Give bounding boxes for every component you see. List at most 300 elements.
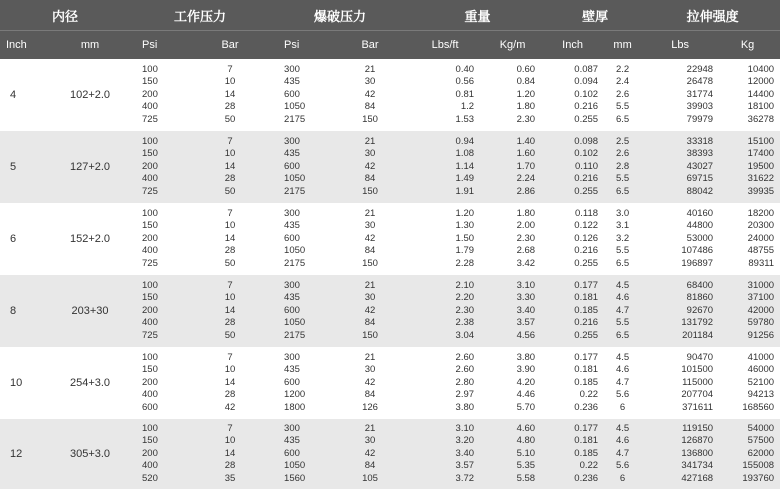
table-row	[0, 347, 780, 419]
working-pressure-psi-value: 150	[142, 435, 158, 447]
working-pressure-psi-value: 200	[142, 376, 158, 388]
weight-lbs-ft-value: 3.20	[455, 435, 475, 447]
working-pressure-psi-value: 150	[142, 220, 158, 232]
tensile-strength-lbs-value: 92670	[686, 304, 714, 316]
burst-pressure-bar-value: 42	[364, 376, 376, 388]
wall-thickness-mm-cell	[600, 203, 645, 275]
tensile-strength-lbs-value: 196897	[681, 257, 714, 269]
weight-kg-m-value: 5.10	[516, 447, 536, 459]
burst-pressure-psi-value: 1200	[284, 389, 306, 401]
weight-lbs-ft-value: 0.56	[455, 76, 475, 88]
wall-thickness-mm-value: 2.6	[615, 88, 630, 100]
wall-thickness-mm-value: 4.5	[615, 279, 630, 291]
weight-lbs-ft-cell	[410, 347, 480, 419]
tensile-strength-lbs-value: 40160	[686, 207, 714, 219]
working-pressure-psi-value: 100	[142, 351, 158, 363]
working-pressure-bar-value: 10	[224, 435, 236, 447]
wall-thickness-inch-value: 0.181	[574, 364, 599, 376]
wall-thickness-inch-value: 0.102	[574, 148, 599, 160]
tensile-strength-kg-value: 94213	[747, 389, 775, 401]
weight-kg-m-value: 1.60	[516, 148, 536, 160]
working-pressure-bar-value: 10	[224, 220, 236, 232]
unit-header: Lbs	[645, 31, 715, 60]
working-pressure-bar-value: 7	[227, 207, 233, 219]
burst-pressure-psi-cell	[270, 275, 330, 347]
burst-pressure-psi-value: 2175	[284, 113, 306, 125]
burst-pressure-bar-value: 30	[364, 292, 376, 304]
working-pressure-bar-value: 14	[224, 160, 236, 172]
inner-diameter-mm: 152+2.0	[69, 233, 111, 245]
tensile-strength-kg-value: 12000	[747, 76, 775, 88]
tensile-strength-lbs-value: 90470	[686, 351, 714, 363]
working-pressure-psi-value: 100	[142, 63, 158, 75]
wall-thickness-mm-value: 6.5	[615, 329, 630, 341]
inner-diameter-inch: 8	[0, 275, 50, 347]
tensile-strength-kg-value: 18100	[747, 101, 775, 113]
inner-diameter-inch: 12	[0, 419, 50, 489]
working-pressure-bar-value: 28	[224, 101, 236, 113]
burst-pressure-psi-value: 435	[284, 364, 300, 376]
weight-kg-m-value: 3.10	[516, 279, 536, 291]
wall-thickness-mm-value: 4.5	[615, 351, 630, 363]
unit-header-row	[0, 31, 780, 60]
working-pressure-bar-value: 50	[224, 329, 236, 341]
weight-lbs-ft-cell	[410, 275, 480, 347]
tensile-strength-kg-value: 14400	[747, 88, 775, 100]
wall-thickness-inch-value: 0.22	[579, 389, 599, 401]
wall-thickness-mm-value: 6	[619, 472, 626, 484]
weight-lbs-ft-value: 1.14	[455, 160, 475, 172]
burst-pressure-psi-value: 600	[284, 447, 300, 459]
weight-kg-m-value: 3.40	[516, 304, 536, 316]
working-pressure-bar-cell	[190, 419, 270, 489]
tensile-strength-kg-value: 89311	[748, 257, 775, 269]
wall-thickness-inch-value: 0.22	[579, 460, 599, 472]
tensile-strength-lbs-value: 31774	[686, 88, 714, 100]
burst-pressure-bar-cell	[330, 203, 410, 275]
burst-pressure-bar-value: 150	[362, 185, 378, 197]
working-pressure-psi-value: 400	[142, 173, 158, 185]
tensile-strength-kg-value: 31622	[747, 173, 775, 185]
working-pressure-psi-value: 200	[142, 232, 158, 244]
weight-kg-m-value: 4.20	[516, 376, 536, 388]
weight-kg-m-value: 2.00	[516, 220, 536, 232]
working-pressure-bar-value: 10	[224, 292, 236, 304]
burst-pressure-psi-value: 1050	[284, 460, 306, 472]
working-pressure-psi-value: 725	[142, 257, 158, 269]
working-pressure-bar-value: 50	[224, 185, 236, 197]
burst-pressure-psi-value: 1050	[284, 317, 306, 329]
tensile-strength-kg-value: 41000	[747, 351, 775, 363]
working-pressure-psi-cell	[130, 347, 190, 419]
tensile-strength-kg-cell	[715, 419, 780, 489]
weight-kg-m-value: 1.70	[516, 160, 536, 172]
working-pressure-bar-value: 28	[224, 460, 236, 472]
wall-thickness-inch-value: 0.216	[574, 173, 599, 185]
working-pressure-bar-cell	[190, 131, 270, 203]
weight-kg-m-value: 3.90	[516, 364, 536, 376]
burst-pressure-psi-value: 1050	[284, 101, 306, 113]
burst-pressure-bar-value: 30	[364, 76, 376, 88]
tensile-strength-kg-value: 20300	[747, 220, 775, 232]
working-pressure-psi-value: 100	[142, 422, 158, 434]
working-pressure-psi-value: 100	[142, 135, 158, 147]
working-pressure-psi-value: 400	[142, 317, 158, 329]
wall-thickness-mm-value: 5.5	[615, 173, 630, 185]
burst-pressure-psi-value: 435	[284, 76, 300, 88]
working-pressure-psi-value: 100	[142, 207, 158, 219]
tensile-strength-lbs-value: 79979	[686, 113, 714, 125]
burst-pressure-psi-value: 600	[284, 304, 300, 316]
weight-lbs-ft-value: 2.30	[455, 304, 475, 316]
weight-lbs-ft-value: 2.10	[455, 279, 475, 291]
tensile-strength-kg-value: 46000	[747, 364, 775, 376]
working-pressure-psi-value: 150	[142, 76, 158, 88]
table-row	[0, 131, 780, 203]
tensile-strength-lbs-value: 371611	[682, 401, 714, 413]
tensile-strength-kg-value: 62000	[747, 447, 775, 459]
tensile-strength-kg-value: 193760	[742, 472, 775, 484]
wall-thickness-mm-cell	[600, 275, 645, 347]
working-pressure-bar-value: 10	[224, 148, 236, 160]
weight-lbs-ft-value: 2.20	[455, 292, 475, 304]
burst-pressure-bar-value: 21	[364, 422, 376, 434]
working-pressure-psi-value: 725	[142, 185, 158, 197]
weight-lbs-ft-value: 3.72	[455, 472, 475, 484]
weight-lbs-ft-cell	[410, 59, 480, 131]
working-pressure-bar-value: 50	[224, 257, 236, 269]
wall-thickness-inch-value: 0.122	[574, 220, 599, 232]
burst-pressure-psi-cell	[270, 131, 330, 203]
burst-pressure-bar-cell	[330, 419, 410, 489]
burst-pressure-psi-value: 300	[284, 63, 300, 75]
weight-kg-m-value: 4.56	[516, 329, 536, 341]
working-pressure-psi-value: 520	[142, 472, 158, 484]
tensile-strength-lbs-cell	[645, 275, 715, 347]
tensile-strength-lbs-value: 26478	[686, 76, 714, 88]
wall-thickness-inch-value: 0.255	[574, 329, 599, 341]
wall-thickness-inch-value: 0.098	[574, 135, 599, 147]
wall-thickness-inch-value: 0.216	[574, 245, 599, 257]
inner-diameter-mm: 254+3.0	[69, 377, 111, 389]
wall-thickness-mm-value: 4.7	[615, 447, 630, 459]
weight-lbs-ft-value: 1.08	[455, 148, 475, 160]
wall-thickness-inch-value: 0.255	[574, 185, 599, 197]
tensile-strength-lbs-value: 207704	[681, 389, 714, 401]
wall-thickness-mm-value: 4.7	[615, 376, 630, 388]
burst-pressure-psi-value: 300	[284, 351, 300, 363]
tensile-strength-kg-value: 48755	[747, 245, 775, 257]
group-header-wall-thickness: 壁厚	[545, 0, 645, 31]
weight-lbs-ft-value: 1.2	[460, 101, 475, 113]
weight-kg-m-value: 3.30	[516, 292, 536, 304]
burst-pressure-bar-value: 42	[364, 160, 376, 172]
wall-thickness-mm-value: 4.6	[615, 435, 630, 447]
weight-lbs-ft-value: 1.91	[455, 185, 475, 197]
burst-pressure-psi-value: 435	[284, 292, 300, 304]
working-pressure-bar-value: 14	[224, 232, 236, 244]
tensile-strength-kg-value: 52100	[747, 376, 775, 388]
tensile-strength-lbs-value: 126870	[681, 435, 714, 447]
burst-pressure-bar-value: 42	[364, 304, 376, 316]
wall-thickness-inch-value: 0.185	[574, 447, 599, 459]
weight-kg-m-value: 2.24	[516, 173, 536, 185]
burst-pressure-bar-value: 126	[362, 401, 378, 413]
burst-pressure-bar-cell	[330, 59, 410, 131]
inner-diameter-mm: 102+2.0	[69, 89, 111, 101]
wall-thickness-inch-value: 0.087	[574, 63, 599, 75]
table-row	[0, 59, 780, 131]
working-pressure-psi-value: 200	[142, 88, 158, 100]
tensile-strength-lbs-value: 115000	[682, 376, 714, 388]
unit-header: Bar	[190, 31, 270, 60]
weight-lbs-ft-value: 3.80	[455, 401, 475, 413]
group-header-weight: 重量	[410, 0, 545, 31]
wall-thickness-mm-value: 6	[619, 401, 626, 413]
weight-kg-m-value: 1.80	[516, 101, 536, 113]
burst-pressure-bar-value: 84	[364, 101, 376, 113]
inner-diameter-mm: 127+2.0	[50, 131, 130, 203]
weight-lbs-ft-value: 0.81	[455, 88, 475, 100]
burst-pressure-bar-value: 150	[362, 113, 378, 125]
tensile-strength-lbs-cell	[645, 131, 715, 203]
wall-thickness-mm-value: 2.2	[615, 63, 630, 75]
wall-thickness-mm-value: 2.4	[615, 76, 630, 88]
working-pressure-psi-value: 725	[142, 329, 158, 341]
burst-pressure-bar-value: 84	[364, 389, 376, 401]
tensile-strength-lbs-value: 119150	[682, 422, 714, 434]
inner-diameter-mm: 203+30	[50, 275, 130, 347]
weight-lbs-ft-value: 1.30	[455, 220, 475, 232]
working-pressure-psi-value: 400	[142, 389, 158, 401]
wall-thickness-mm-value: 3.2	[615, 232, 630, 244]
wall-thickness-mm-cell	[600, 131, 645, 203]
weight-kg-m-value: 4.46	[516, 389, 536, 401]
tensile-strength-kg-cell	[715, 131, 780, 203]
burst-pressure-psi-value: 2175	[284, 185, 306, 197]
unit-header: mm	[50, 31, 130, 60]
tensile-strength-lbs-value: 81860	[686, 292, 714, 304]
working-pressure-bar-value: 14	[224, 304, 236, 316]
wall-thickness-inch-value: 0.236	[574, 401, 599, 413]
working-pressure-psi-cell	[130, 131, 190, 203]
burst-pressure-psi-value: 600	[284, 376, 300, 388]
weight-kg-m-value: 1.80	[516, 207, 536, 219]
wall-thickness-mm-value: 2.8	[615, 160, 630, 172]
working-pressure-bar-cell	[190, 275, 270, 347]
weight-lbs-ft-value: 1.49	[455, 173, 475, 185]
working-pressure-bar-value: 50	[224, 113, 236, 125]
tensile-strength-kg-value: 168560	[742, 401, 775, 413]
burst-pressure-psi-value: 435	[284, 220, 300, 232]
unit-header: Lbs/ft	[410, 31, 480, 60]
wall-thickness-inch-value: 0.255	[574, 257, 599, 269]
tensile-strength-lbs-value: 53000	[686, 232, 714, 244]
burst-pressure-psi-value: 600	[284, 160, 300, 172]
weight-kg-m-value: 2.30	[516, 113, 536, 125]
burst-pressure-bar-value: 21	[364, 279, 376, 291]
weight-kg-m-value: 2.86	[516, 185, 536, 197]
unit-header: mm	[600, 31, 645, 60]
working-pressure-bar-value: 42	[224, 401, 236, 413]
weight-kg-m-value: 0.84	[516, 76, 536, 88]
weight-kg-m-value: 5.58	[516, 472, 536, 484]
wall-thickness-mm-value: 3.1	[615, 220, 630, 232]
wall-thickness-inch-value: 0.185	[574, 376, 599, 388]
wall-thickness-mm-value: 3.0	[615, 207, 630, 219]
tensile-strength-kg-value: 37100	[747, 292, 775, 304]
tensile-strength-lbs-value: 39903	[686, 101, 714, 113]
tensile-strength-lbs-value: 201184	[682, 329, 714, 341]
weight-lbs-ft-value: 1.79	[455, 245, 475, 257]
weight-kg-m-cell	[480, 419, 545, 489]
unit-header: Kg	[715, 31, 780, 60]
tensile-strength-kg-value: 91256	[747, 329, 775, 341]
working-pressure-psi-cell	[130, 275, 190, 347]
working-pressure-psi-cell	[130, 59, 190, 131]
inner-diameter-inch: 10	[10, 377, 23, 389]
weight-kg-m-cell	[480, 131, 545, 203]
weight-kg-m-value: 5.70	[516, 401, 536, 413]
group-header-tensile-strength: 拉伸强度	[645, 0, 780, 31]
burst-pressure-bar-value: 21	[364, 63, 376, 75]
wall-thickness-inch-value: 0.177	[574, 351, 599, 363]
weight-kg-m-cell	[480, 203, 545, 275]
weight-kg-m-value: 4.80	[516, 435, 536, 447]
weight-lbs-ft-value: 2.60	[455, 364, 475, 376]
unit-header: Inch	[0, 31, 50, 60]
burst-pressure-bar-value: 42	[364, 232, 376, 244]
working-pressure-psi-value: 400	[142, 245, 158, 257]
tensile-strength-kg-value: 57500	[747, 435, 775, 447]
burst-pressure-bar-value: 84	[364, 460, 376, 472]
group-header-inner-diameter: 内径	[0, 0, 130, 31]
burst-pressure-bar-cell	[330, 131, 410, 203]
burst-pressure-bar-value: 30	[364, 220, 376, 232]
tensile-strength-kg-value: 18200	[747, 207, 775, 219]
inner-diameter-inch: 5	[0, 131, 50, 203]
weight-lbs-ft-value: 2.80	[455, 376, 475, 388]
table-row	[0, 275, 780, 347]
working-pressure-bar-value: 14	[224, 376, 236, 388]
weight-kg-m-value: 4.60	[516, 422, 536, 434]
wall-thickness-mm-cell	[600, 59, 645, 131]
wall-thickness-inch-value: 0.118	[574, 207, 599, 219]
burst-pressure-bar-value: 84	[364, 245, 376, 257]
tensile-strength-lbs-value: 101500	[681, 364, 714, 376]
wall-thickness-inch-value: 0.181	[574, 292, 599, 304]
unit-header: Inch	[545, 31, 600, 60]
tensile-strength-kg-cell	[715, 275, 780, 347]
tensile-strength-kg-value: 59780	[747, 317, 775, 329]
wall-thickness-mm-value: 5.5	[615, 245, 630, 257]
tensile-strength-lbs-value: 427168	[681, 472, 714, 484]
weight-lbs-ft-cell	[410, 203, 480, 275]
working-pressure-psi-value: 150	[142, 364, 158, 376]
working-pressure-bar-value: 7	[227, 63, 233, 75]
tensile-strength-lbs-value: 131792	[681, 317, 714, 329]
burst-pressure-psi-value: 2175	[284, 257, 306, 269]
burst-pressure-psi-value: 600	[284, 88, 300, 100]
inner-diameter-inch: 6	[10, 233, 17, 245]
tensile-strength-lbs-cell	[645, 203, 715, 275]
weight-lbs-ft-value: 1.53	[455, 113, 475, 125]
unit-header: Kg/m	[480, 31, 545, 60]
burst-pressure-bar-value: 84	[364, 173, 376, 185]
working-pressure-psi-value: 725	[142, 113, 158, 125]
tensile-strength-lbs-cell	[645, 347, 715, 419]
tensile-strength-lbs-value: 68400	[686, 279, 714, 291]
burst-pressure-bar-cell	[330, 275, 410, 347]
working-pressure-bar-value: 28	[224, 317, 236, 329]
burst-pressure-bar-value: 150	[362, 257, 378, 269]
working-pressure-psi-value: 600	[142, 401, 158, 413]
working-pressure-bar-cell	[190, 59, 270, 131]
working-pressure-psi-value: 100	[142, 279, 158, 291]
weight-kg-m-value: 2.68	[516, 245, 536, 257]
wall-thickness-inch-cell	[545, 347, 600, 419]
wall-thickness-mm-value: 4.7	[615, 304, 630, 316]
group-header-row	[0, 0, 780, 31]
working-pressure-bar-value: 7	[227, 279, 233, 291]
burst-pressure-bar-value: 84	[364, 317, 376, 329]
weight-lbs-ft-value: 2.97	[455, 389, 475, 401]
tensile-strength-kg-cell	[715, 59, 780, 131]
tensile-strength-lbs-value: 38393	[686, 148, 714, 160]
burst-pressure-psi-cell	[270, 203, 330, 275]
working-pressure-bar-value: 14	[224, 447, 236, 459]
tensile-strength-kg-value: 17400	[747, 148, 775, 160]
wall-thickness-mm-value: 4.6	[615, 364, 630, 376]
wall-thickness-inch-value: 0.177	[574, 422, 599, 434]
wall-thickness-inch-value: 0.236	[574, 472, 599, 484]
unit-header: Psi	[270, 31, 330, 60]
weight-kg-m-value: 1.40	[516, 135, 536, 147]
wall-thickness-mm-value: 5.6	[615, 460, 630, 472]
tensile-strength-kg-cell	[715, 347, 780, 419]
wall-thickness-mm-value: 4.5	[615, 422, 630, 434]
working-pressure-psi-value: 200	[142, 304, 158, 316]
wall-thickness-inch-cell	[545, 59, 600, 131]
wall-thickness-mm-value: 2.5	[615, 135, 630, 147]
burst-pressure-psi-value: 300	[284, 279, 300, 291]
wall-thickness-inch-value: 0.177	[574, 279, 599, 291]
burst-pressure-psi-value: 300	[284, 422, 300, 434]
tensile-strength-kg-value: 10400	[747, 63, 775, 75]
wall-thickness-mm-value: 6.5	[615, 185, 630, 197]
unit-header: Bar	[330, 31, 410, 60]
tensile-strength-kg-value: 31000	[747, 279, 775, 291]
weight-lbs-ft-value: 1.50	[455, 232, 475, 244]
burst-pressure-bar-value: 105	[362, 472, 378, 484]
weight-kg-m-cell	[480, 59, 545, 131]
wall-thickness-inch-cell	[545, 203, 600, 275]
working-pressure-bar-value: 10	[224, 76, 236, 88]
working-pressure-bar-value: 7	[227, 135, 233, 147]
tensile-strength-lbs-value: 107486	[681, 245, 714, 257]
burst-pressure-psi-value: 435	[284, 435, 300, 447]
working-pressure-psi-cell	[130, 419, 190, 489]
inner-diameter-inch: 4	[10, 89, 17, 101]
tensile-strength-lbs-value: 22948	[686, 63, 714, 75]
burst-pressure-bar-value: 42	[364, 88, 376, 100]
tensile-strength-lbs-value: 43027	[686, 160, 714, 172]
weight-kg-m-value: 3.42	[516, 257, 536, 269]
tensile-strength-kg-value: 19500	[747, 160, 775, 172]
weight-kg-m-value: 3.57	[516, 317, 536, 329]
weight-lbs-ft-value: 3.40	[455, 447, 475, 459]
burst-pressure-bar-value: 30	[364, 435, 376, 447]
